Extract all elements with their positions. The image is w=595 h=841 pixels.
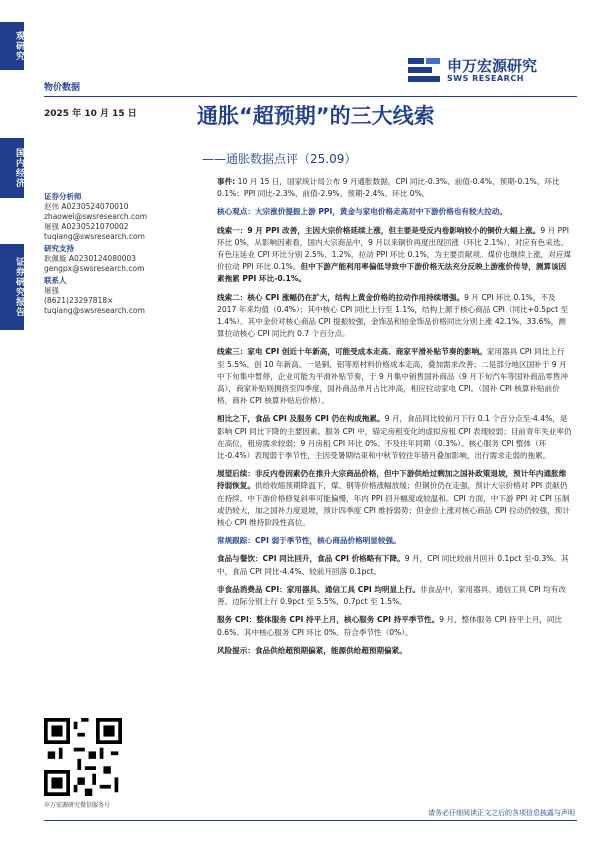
nonfood-body: 非食品中，家用器具、通信工具 CPI 均有改善、边际分别上行 0.9pct 至 5.5%、0.7pct 至 1.5%。 <box>217 584 566 607</box>
line3-body: 家用器具 CPI 同比上行至 5.5%、创 10 年新高。一是铜、铝等原材料价格成本走高，叠加需求改善；二是部分地区国补于 9 月中下旬集中暂停，企业可能为平滑补贴节奏，于 9 月集中销售国补商品（9 月下旬汽车等国补商品零售冲高），商家补贴则拥挤至四季度，国补商品单月占比冲高，相应拉动家电 CPI。（国补 CPI 核算补贴前价格，商补 CPI 核算补贴后价格）。 <box>217 347 569 406</box>
line3-head: 线索三：家电 CPI 创近十年新高，可能受成本走高、商家平滑补贴节奏的影响。 <box>217 347 487 357</box>
service-body: 9 月，整体服务 CPI 持平上月，同比 0.6%。其中核心服务 CPI 环比 0%、符合季节性（0%）。 <box>217 615 563 637</box>
support-email[interactable]: gengpx@swsresearch.com <box>44 264 145 273</box>
analyst-panel <box>44 190 194 316</box>
footer-divider <box>44 820 577 821</box>
core-view <box>217 206 572 218</box>
risk-paragraph <box>217 645 572 657</box>
footer-disclaimer[interactable]: 请务必仔细阅读正文之后的各项信息披露与声明 <box>428 809 575 817</box>
support-line: 耿佩璇 A0230124080003 <box>44 254 137 263</box>
contact-phone: (8621)23297818× <box>44 296 114 305</box>
nonfood-paragraph <box>217 584 572 608</box>
page-subtitle: ——通胀数据点评（25.09） <box>202 152 357 166</box>
routine-heading <box>217 535 572 547</box>
sidebar-tab-securities-report: 证券研究报告 <box>0 244 24 330</box>
food-body: 9 月，CPI 同比较前月回升 0.1pct 至-0.3%。其中，食品 CPI 同比-4.4%、较前月回落 0.1pct。 <box>217 554 569 576</box>
line2-body: 9 月 CPI 环比 0.1%，不及 2017 年来均值（0.4%）；其中核心 CPI 同比上行至 1.1%，结构上源于核心商品 CPI（同比+0.5pct 至 1.4%）。其中金价对核心商品 CPI 提振较强，金饰品和铂金饰品价格同比分别上涨 42.1%、33.6%，测算拉动核心 CPI 同比约 0.7 个百分点。 <box>217 292 569 339</box>
risk-text: 风险提示：食品供给超预期偏紧，能源供给超预期偏紧。 <box>217 645 407 655</box>
compare-head: 相比之下，食品 CPI 及服务 CPI 仍在构成拖累。 <box>217 414 385 424</box>
qr-caption: 申万宏源研究微信服务号 <box>44 802 111 809</box>
brand-logo-icon <box>406 54 446 90</box>
brand-name-cn: 申万宏源研究 <box>447 57 538 75</box>
report-body <box>217 176 572 663</box>
page-title: 通胀“超预期”的三大线索 <box>197 104 435 128</box>
outlook-body: 供给收缩预期降温下，煤、钢等价格涨幅放缓；但铜价仍在走强，预计大宗价格对 PPI 贡献仍在持续。中下游价格修复斜率可能偏慢，年内 PPI 回升幅度或较温和。CPI 方面，中下游 PPI 对 CPI 压制或仍较大，加之国补力度退坡，预计四季度 CPI 维持弱势；但金价上涨对核心商品 CPI 拉动仍较强，预计核心 CPI 维持阶段性高位。 <box>217 481 570 528</box>
line3-paragraph <box>217 346 572 407</box>
line1-body: 9 月 PPI 环比 0%，从影响因素看，国内大宗商品中，9 月以来铜价再度出现回涨（环比 2.1%），对应有色采选、有色压延业 CPI 环比分别 2.5%、1.2%，拉动 PPI 环比 0.1%，为主要贡献项。煤价也继续上涨，对应煤价拉动 PPI 环比 0.1%。 <box>217 225 572 272</box>
compare-body: 9 月，食品同比较前月下行 0.1 个百分点至-4.4%，是影响 CPI 同比下降的主要因素。服务 CPI 中，锚定房租变化的虚拟房租 CPI 表现较弱；目前青年失业率仍在高位，租房需求较弱；9 月房租 CPI 环比 0%、不及往年同期（0.3%）。核心服务 CPI 整体（环比-0.4%）表现弱于季节性，主因受暑期结束和中秋节较往年错月叠加影响，出行需求走弱的拖累。 <box>217 414 572 461</box>
event-label: 事件: <box>217 177 236 186</box>
header-divider <box>44 96 577 97</box>
service-paragraph <box>217 614 572 638</box>
food-head: 食品与餐饮：CPI 同比回升，食品 CPI 价格略有下降。 <box>217 554 405 564</box>
contact-email[interactable]: tuqiang@swsresearch.com <box>44 306 145 315</box>
analyst-email[interactable]: zhaowei@swsresearch.com <box>44 212 148 221</box>
report-category: 物价数据 <box>44 83 81 93</box>
analysts-heading: 证券分析师 <box>44 192 82 201</box>
line2-paragraph <box>217 292 572 341</box>
outlook-paragraph <box>217 468 572 529</box>
event-paragraph <box>217 176 572 200</box>
outlook-head: 展望后续：非反内卷因素仍在推升大宗商品价格，但中下游供给过剩加之国补政策退坡，预计年内通胀维持弱恢复。 <box>217 469 567 491</box>
analyst-line: 屠强 A0230521070002 <box>44 222 129 231</box>
core-view-text: 核心观点：大宗涨价提振上游 PPI，黄金与家电价格走高对中下游价格也有较大拉动。 <box>217 207 507 217</box>
sidebar-tab-domestic-economy: 国内经济 <box>0 138 24 198</box>
support-heading: 研究支持 <box>44 244 74 253</box>
qr-code-icon <box>44 718 122 796</box>
brand-name-en: SWS RESEARCH <box>447 74 524 83</box>
contact-heading: 联系人 <box>44 276 67 285</box>
food-paragraph <box>217 553 572 577</box>
line1-head: 线索一：9 月 PPI 改善，主因大宗价格延续上涨，但主要是受反内卷影响较小的铜价大幅上涨。 <box>217 225 541 235</box>
sidebar-tab-macro: 观研究 <box>0 22 24 70</box>
routine-head: 常规跟踪：CPI 弱于季节性，核心商品价格明显较强。 <box>217 536 401 546</box>
line1-paragraph <box>217 225 572 286</box>
report-date: 2025 年 10 月 15 日 <box>44 109 137 119</box>
compare-paragraph <box>217 413 572 462</box>
event-text: 10 月 15 日，国家统计局公布 9 月通胀数据，CPI 同比-0.3%、前值-0.4%、预期-0.1%、环比 0.1%；PPI 同比-2.3%、前值-2.9%、预期-2.4%、环比 0%。 <box>217 177 560 199</box>
line1-tail: 但中下游产能利用率偏低导致中下游价格无法充分反映上游涨价传导，测算该因素拖累 PPI 环比-0.1%。 <box>217 262 567 284</box>
contact-name: 屠强 <box>44 286 59 295</box>
analyst-email[interactable]: tuqiang@swsresearch.com <box>44 232 145 241</box>
nonfood-head: 非食品消费品 CPI：家用器具、通信工具 CPI 均明显上行。 <box>217 584 420 594</box>
analyst-line: 赵伟 A0230524070010 <box>44 202 129 211</box>
line2-head: 线索二：核心 CPI 涨幅仍在扩大，结构上黄金价格的拉动作用持续增强。 <box>217 292 465 302</box>
service-head: 服务 CPI：整体服务 CPI 持平上月，核心服务 CPI 持平季节性。 <box>217 615 440 625</box>
